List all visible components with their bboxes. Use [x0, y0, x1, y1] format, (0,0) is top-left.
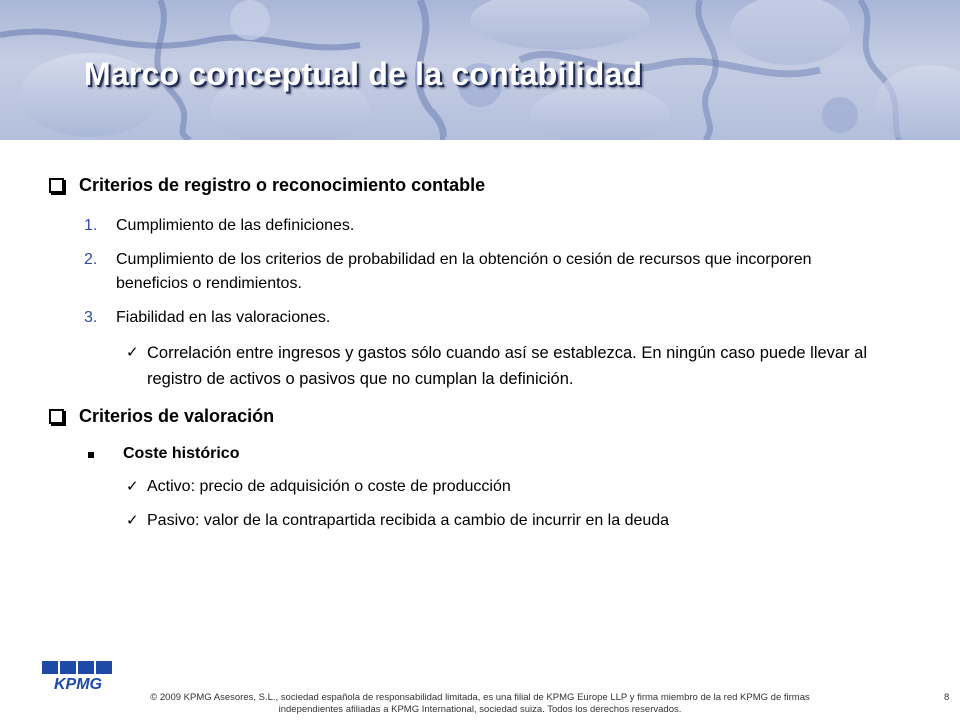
sub-heading-coste-historico: Coste histórico — [88, 445, 898, 463]
checkmark-icon: ✓ — [126, 344, 139, 361]
page-number: 8 — [944, 692, 950, 703]
section-registro-heading: Criterios de registro o reconocimiento contable — [48, 175, 898, 198]
numbered-item-1: 1. Cumplimiento de las definiciones. — [84, 217, 355, 234]
kpmg-logo — [40, 659, 116, 696]
numbered-item-3: 3. Fiabilidad en las valoraciones. — [84, 309, 331, 326]
check-item-correlacion: ✓ Correlación entre ingresos y gastos sólo cuando así se establezca. En ningún caso puede llevar al registro de activos o pasivos que no cumplan la definición. — [126, 340, 898, 392]
hollow-square-bullet-icon — [48, 408, 79, 429]
header-banner — [0, 0, 960, 140]
footer-legal-text: © 2009 KPMG Asesores, S.L., sociedad española de responsabilidad limitada, es una filial de KPMG Europe LLP y firma miembro de la red KPMG de firmas independientes afiliadas a KPMG International, sociedad suiza. Todos los derechos reservados. — [150, 692, 810, 715]
checkmark-icon: ✓ — [126, 512, 139, 529]
slide-content — [48, 175, 898, 533]
svg-text:KPMG: KPMG — [54, 676, 102, 691]
check-item-pasivo: ✓ Pasivo: valor de la contrapartida recibida a cambio de incurrir en la deuda — [126, 509, 898, 533]
checkmark-icon: ✓ — [126, 478, 139, 495]
slide-title: Marco conceptual de la contabilidad — [84, 56, 643, 92]
numbered-item-2: 2. Cumplimiento de los criterios de probabilidad en la obtención o cesión de recursos que incorporen beneficios o rendimientos. — [84, 251, 812, 292]
hollow-square-bullet-icon — [48, 177, 79, 198]
filled-square-bullet-icon — [88, 445, 123, 463]
section-valoracion-heading: Criterios de valoración — [48, 406, 898, 429]
check-item-activo: ✓ Activo: precio de adquisición o coste de producción — [126, 475, 898, 499]
